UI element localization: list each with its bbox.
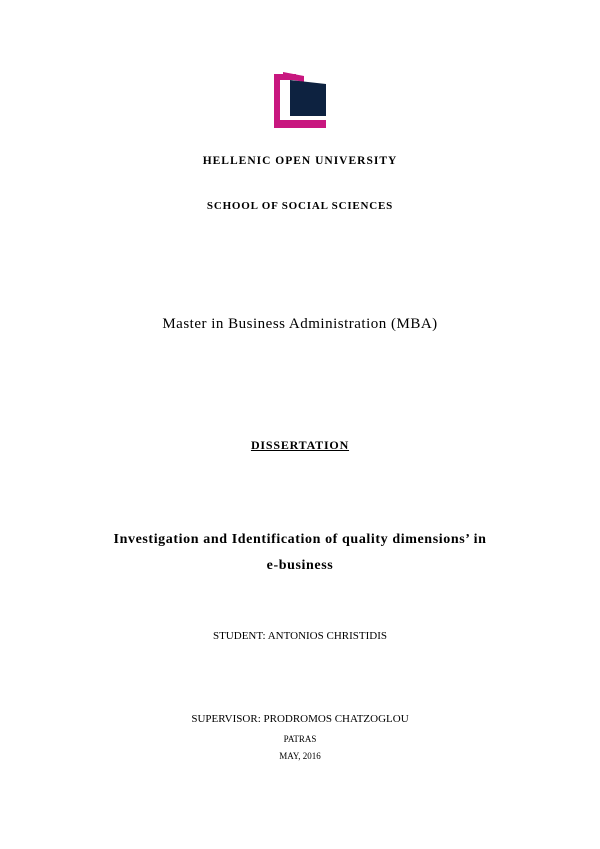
school-name: SCHOOL OF SOCIAL SCIENCES <box>206 200 394 212</box>
student-name: STUDENT: ANTONIOS CHRISTIDIS <box>212 630 388 642</box>
degree-program: Master in Business Administration (MBA) <box>162 316 438 332</box>
supervisor-name: SUPERVISOR: PRODROMOS CHATZOGLOU <box>191 713 409 725</box>
document-type-label: DISSERTATION <box>250 438 350 452</box>
university-book-logo-icon <box>274 72 328 128</box>
university-name: HELLENIC OPEN UNIVERSITY <box>202 155 398 167</box>
document-type-heading <box>0 438 600 453</box>
dissertation-title-line-2: e-business <box>266 558 334 573</box>
dissertation-title-line-1: Investigation and Identification of quality dimensions’ in <box>113 532 487 547</box>
date: MAY, 2016 <box>279 751 321 761</box>
city: PATRAS <box>283 734 317 744</box>
